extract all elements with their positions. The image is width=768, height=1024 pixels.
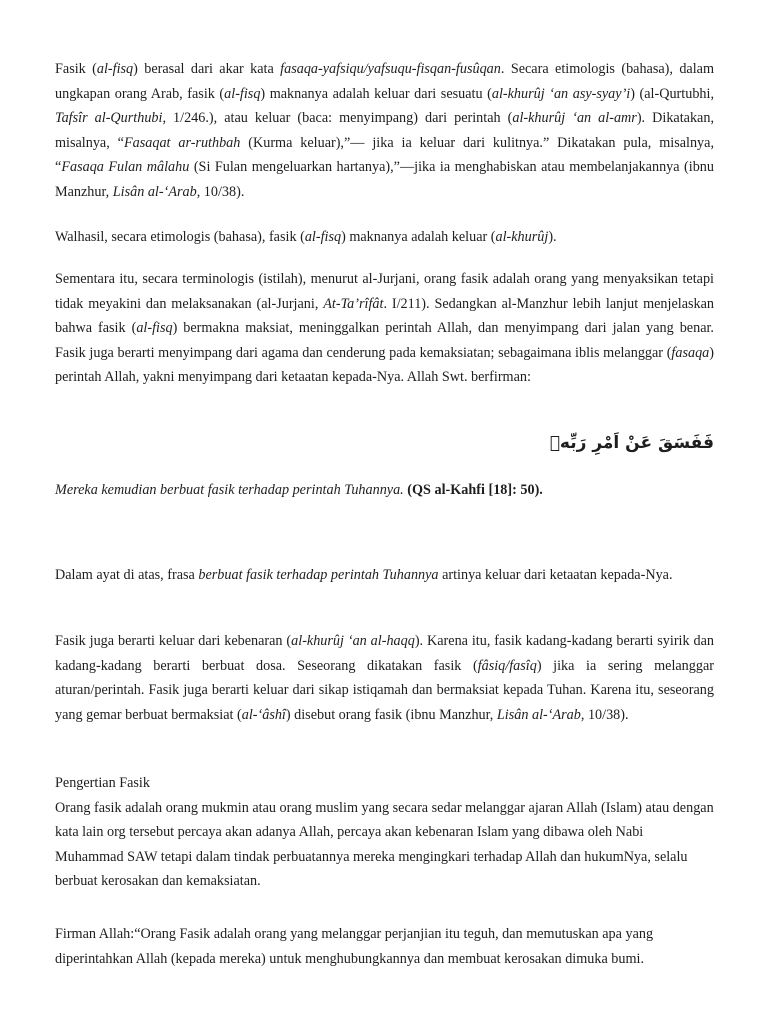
term: al-khurûj ‘an al-amr [512,110,637,127]
section-body: Orang fasik adalah orang mukmin atau orang muslim yang secara sedar melanggar ajaran Allah (Islam) atau dengan kata lain org tersebut percaya akan adanya Allah, percaya akan kebenaran Islam yang dibawa oleh Nabi Muhammad SAW tetapi dalam tindak perbuatannya mereka mengingkari terhadap Allah dan hukumNya, selalu berbuat kerosakan dan kemaksiatan. [55,799,714,890]
term: berbuat fasik terhadap perintah Tuhannya [198,567,439,583]
term: al-khurûj ‘an al-haqq [291,633,415,649]
paragraph-summary [55,225,714,250]
text: . I/211). Sedangkan al-Manzhur lebih lanjut menjelaskan bahwa fasik ( [55,295,714,337]
paragraph-truth [55,629,714,727]
term: al-fisq [304,229,342,245]
text: . Secara etimologis (bahasa), dalam ungkapan orang Arab, fasik ( [55,61,715,102]
text: artinya keluar dari ketaatan kepada-Nya. [438,567,673,583]
text: ) perintah Allah, yakni menyimpang dari ketaatan kepada-Nya. Allah Swt. berfirman: [55,344,714,386]
paragraph-firman: Firman Allah:“Orang Fasik adalah orang yang melanggar perjanjian itu teguh, dan memutuskan apa yang diperintahkan Allah (kepada mereka) untuk menghubungkannya dan membuat kerosakan dimuka bumi. [55,926,654,967]
paragraph-verse-explanation [55,563,714,588]
arabic-verse: فَفَسَقَ عَنْ اَمْرِ رَبِّهٖ [549,433,714,453]
text: , 1/246.), atau keluar (baca: menyimpang) dari perintah ( [162,110,513,127]
term: al-fisq [96,61,134,77]
book-title: Lisân al-‘Arab [112,183,197,200]
text: ). [548,229,557,245]
term: al-khurûj ‘an asy-syay’i [491,85,631,102]
term: al-khurûj [495,229,549,245]
term: fâsiq/fasîq [477,657,537,674]
verse-translation [55,478,714,503]
text: , 10/38). [580,706,629,723]
text: , 10/38). [196,183,245,200]
text: ). Karena itu, fasik kadang-kadang berarti syirik dan kadang-kadang berarti berbuat dosa. Seseorang dikatakan fasik ( [55,633,714,674]
term: fasaqa-yafsiqu/yafsuqu-fisqan-fusûqan [280,61,501,77]
text: ) disebut orang fasik (ibnu Manzhur, [285,706,497,723]
text: Sementara itu, secara terminologis (istilah), menurut al-Jurjani, orang fasik adalah orang yang menyaksikan tetapi tidak meyakini dan melaksanakan (al-Jurjani, [55,271,714,312]
text: ) maknanya adalah keluar dari sesuatu ( [260,85,492,102]
paragraph-etymology [55,57,714,205]
paragraph-terminology [55,267,714,390]
section-pengertian-fasik [55,771,714,894]
text: (Si Fulan mengeluarkan hartanya),”—jika ia menghabiskan atau membelanjakannya (ibnu Manzhur, [55,159,714,200]
text: Walhasil, secara etimologis (bahasa), fasik ( [55,229,305,245]
term: Fasaqat ar-ruthbah [123,134,241,151]
text: ) bermakna maksiat, meninggalkan perintah Allah, dan menyimpang dari jalan yang benar. Fasik juga berarti menyimpang dari agama dan cenderung pada kemaksiatan; sebagaimana iblis melanggar ( [55,320,714,361]
book-title: Tafsîr al-Qurthubi [55,110,163,127]
text: ) maknanya adalah keluar ( [341,229,496,245]
translation-text: Mereka kemudian berbuat fasik terhadap perintah Tuhannya. [55,482,404,498]
term: Fasaqa Fulan mâlahu [61,159,190,176]
verse-citation: (QS al-Kahfi [18]: 50). [403,482,543,498]
text: Fasik juga berarti keluar dari kebenaran ( [55,633,292,649]
term: fasaqa [671,344,710,361]
section-heading: Pengertian Fasik [55,775,150,791]
term: al-fisq [224,85,261,102]
text: ). Dikatakan, misalnya, “ [55,110,714,151]
book-title: At-Ta’rîfât [323,295,384,312]
text: Fasik ( [55,61,97,77]
text: ) jika ia sering melanggar aturan/perintah. Fasik juga berarti keluar dari sikap istiqamah dan bermaksiat kepada Tuhan. Karena itu, seseorang yang gemar berbuat bermaksiat ( [55,657,714,723]
text: Dalam ayat di atas, frasa [55,567,199,583]
text: ) (al-Qurtubhi, [630,85,714,102]
term: al-fisq [136,320,173,337]
term: al-‘âshî [241,706,286,723]
text: (Kurma keluar),”— jika ia keluar dari kulitnya.” Dikatakan pula, misalnya, “ [55,134,714,176]
book-title: Lisân al-‘Arab [496,706,581,723]
text: ) berasal dari akar kata [133,61,281,77]
